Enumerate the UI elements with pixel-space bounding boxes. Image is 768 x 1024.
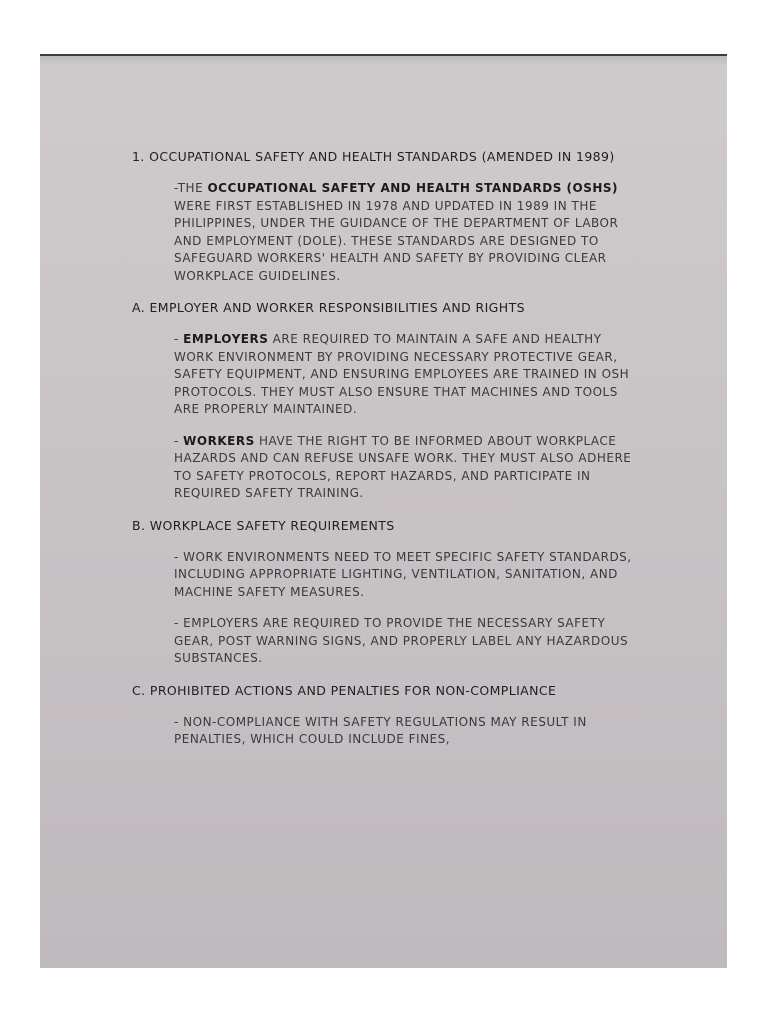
section-a-workers-paragraph xyxy=(174,433,644,503)
section-a-heading: A. EMPLOYER AND WORKER RESPONSIBILITIES AND RIGHTS xyxy=(132,300,525,315)
workers-text: HAVE THE RIGHT TO BE INFORMED ABOUT WORKPLACE HAZARDS AND CAN REFUSE UNSAFE WORK. THEY MUST ALSO ADHERE TO SAFETY PROTOCOLS, REPORT HAZARDS, AND PARTICIPATE IN REQUIRED SAFETY TRAINING. xyxy=(174,433,632,500)
section-b-heading: B. WORKPLACE SAFETY REQUIREMENTS xyxy=(132,517,395,533)
workers-prefix: - xyxy=(174,433,184,448)
employers-prefix: - xyxy=(174,332,184,346)
section-1-paragraph-prefix: -THE xyxy=(174,181,208,195)
document-body xyxy=(132,148,644,763)
section-1-paragraph xyxy=(174,180,644,285)
paper-top-shadow xyxy=(40,56,727,66)
section-c-heading: C. PROHIBITED ACTIONS AND PENALTIES FOR NON-COMPLIANCE xyxy=(132,682,557,698)
section-a-employers-paragraph xyxy=(174,331,644,419)
employers-bold: EMPLOYERS xyxy=(183,332,269,346)
workers-bold: WORKERS xyxy=(183,433,255,448)
employers-text: ARE REQUIRED TO MAINTAIN A SAFE AND HEALTHY WORK ENVIRONMENT BY PROVIDING NECESSARY PROTECTIVE GEAR, SAFETY EQUIPMENT, AND ENSURING EMPLOYEES ARE TRAINED IN OSH PROTOCOLS. THEY MUST ALSO ENSURE THAT MACHINES AND TOOLS ARE PROPERLY MAINTAINED. xyxy=(174,332,630,416)
section-1-paragraph-bold: OCCUPATIONAL SAFETY AND HEALTH STANDARDS (OSHS) xyxy=(207,181,619,195)
section-b-paragraph-2: - EMPLOYERS ARE REQUIRED TO PROVIDE THE NECESSARY SAFETY GEAR, POST WARNING SIGNS, AND PROPERLY LABEL ANY HAZARDOUS SUBSTANCES. xyxy=(174,616,629,665)
paper-sheet xyxy=(40,54,727,968)
section-c-paragraph-1: - NON-COMPLIANCE WITH SAFETY REGULATIONS MAY RESULT IN PENALTIES, WHICH COULD INCLUDE FINES, xyxy=(174,714,587,746)
section-b-paragraph-1: - WORK ENVIRONMENTS NEED TO MEET SPECIFIC SAFETY STANDARDS, INCLUDING APPROPRIATE LIGHTING, VENTILATION, SANITATION, AND MACHINE SAFETY MEASURES. xyxy=(174,549,632,599)
section-1-heading: 1. OCCUPATIONAL SAFETY AND HEALTH STANDARDS (AMENDED IN 1989) xyxy=(132,149,615,164)
section-1-paragraph-text: WERE FIRST ESTABLISHED IN 1978 AND UPDATED IN 1989 IN THE PHILIPPINES, UNDER THE GUIDANCE OF THE DEPARTMENT OF LABOR AND EMPLOYMENT (DOLE). THESE STANDARDS ARE DESIGNED TO SAFEGUARD WORKERS' HEALTH AND SAFETY BY PROVIDING CLEAR WORKPLACE GUIDELINES. xyxy=(174,198,619,283)
